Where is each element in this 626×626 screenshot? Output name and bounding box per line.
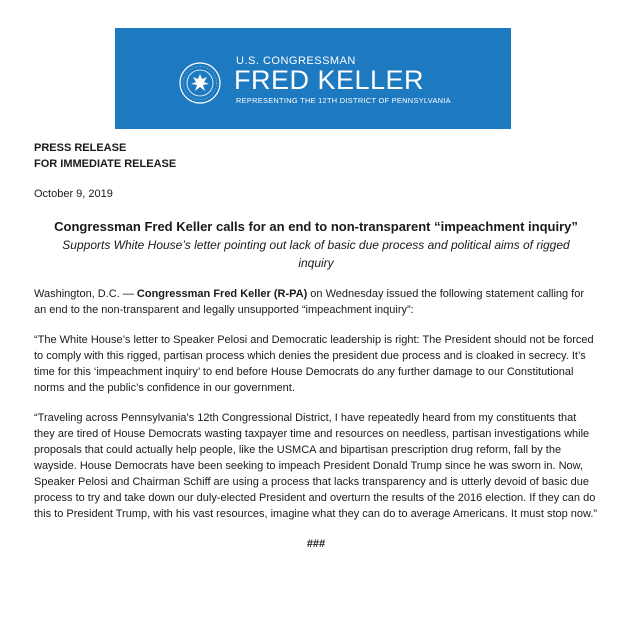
congressman-ref: Congressman Fred Keller (R-PA) [136,288,308,300]
house-seal-icon [179,62,221,104]
district-line: REPRESENTING THE 12TH DISTRICT OF PENNSYLVANIA [236,96,451,105]
letterhead-banner [115,28,511,129]
press-release-label: PRESS RELEASE [34,142,127,154]
paragraph-quote-2: “Traveling across Pennsylvania’s 12th Congressional District, I have repeatedly heard from my constituents that they are tired of House Democrats wasting taxpayer time and resources on needless, partisan investigations while proposals that could actually help people, like the USMCA and bipartisan prescription drug reform, fall by the wayside. House Democrats have been seeking to impeach President Donald Trump since he was sworn in. Now, Speaker Pelosi and Chairman Schiff are using a process that lacks transparency and is utterly devoid of basic due process to try and take down our duly-elected President and overturn the results of the 2016 election. If they can do this to President Trump, with his vast resources, imagine what they can do to average Americans. It must stop now.” [34,412,598,520]
paragraph-quote-1: “The White House’s letter to Speaker Pelosi and Democratic leadership is right: The President should not be forced to comply with this rigged, partisan process which denies the president due process and is cloaked in secrecy. It’s time for this ‘impeachment inquiry’ to end before House Democrats do any further damage to our Constitutional norms and the public’s confidence in our government. [34,334,594,394]
release-date: October 9, 2019 [34,188,113,200]
end-mark: ### [306,538,326,550]
congressman-name: FRED KELLER [234,65,425,95]
dateline: Washington, D.C. — [34,288,137,300]
press-release-body [34,140,598,550]
subheadline: Supports White House’s letter pointing out lack of basic due process and political aims of rigged inquiry [62,238,570,270]
headline: Congressman Fred Keller calls for an end to non-transparent “impeachment inquiry” [54,219,578,234]
title-line: U.S. CONGRESSMAN [236,55,356,67]
immediate-release-label: FOR IMMEDIATE RELEASE [34,158,177,170]
paragraph-intro [34,286,598,318]
intro-text: on Wednesday issued the following statement calling for an end to the non-transparent and legally unsupported “impeachment inquiry”: [34,288,585,316]
